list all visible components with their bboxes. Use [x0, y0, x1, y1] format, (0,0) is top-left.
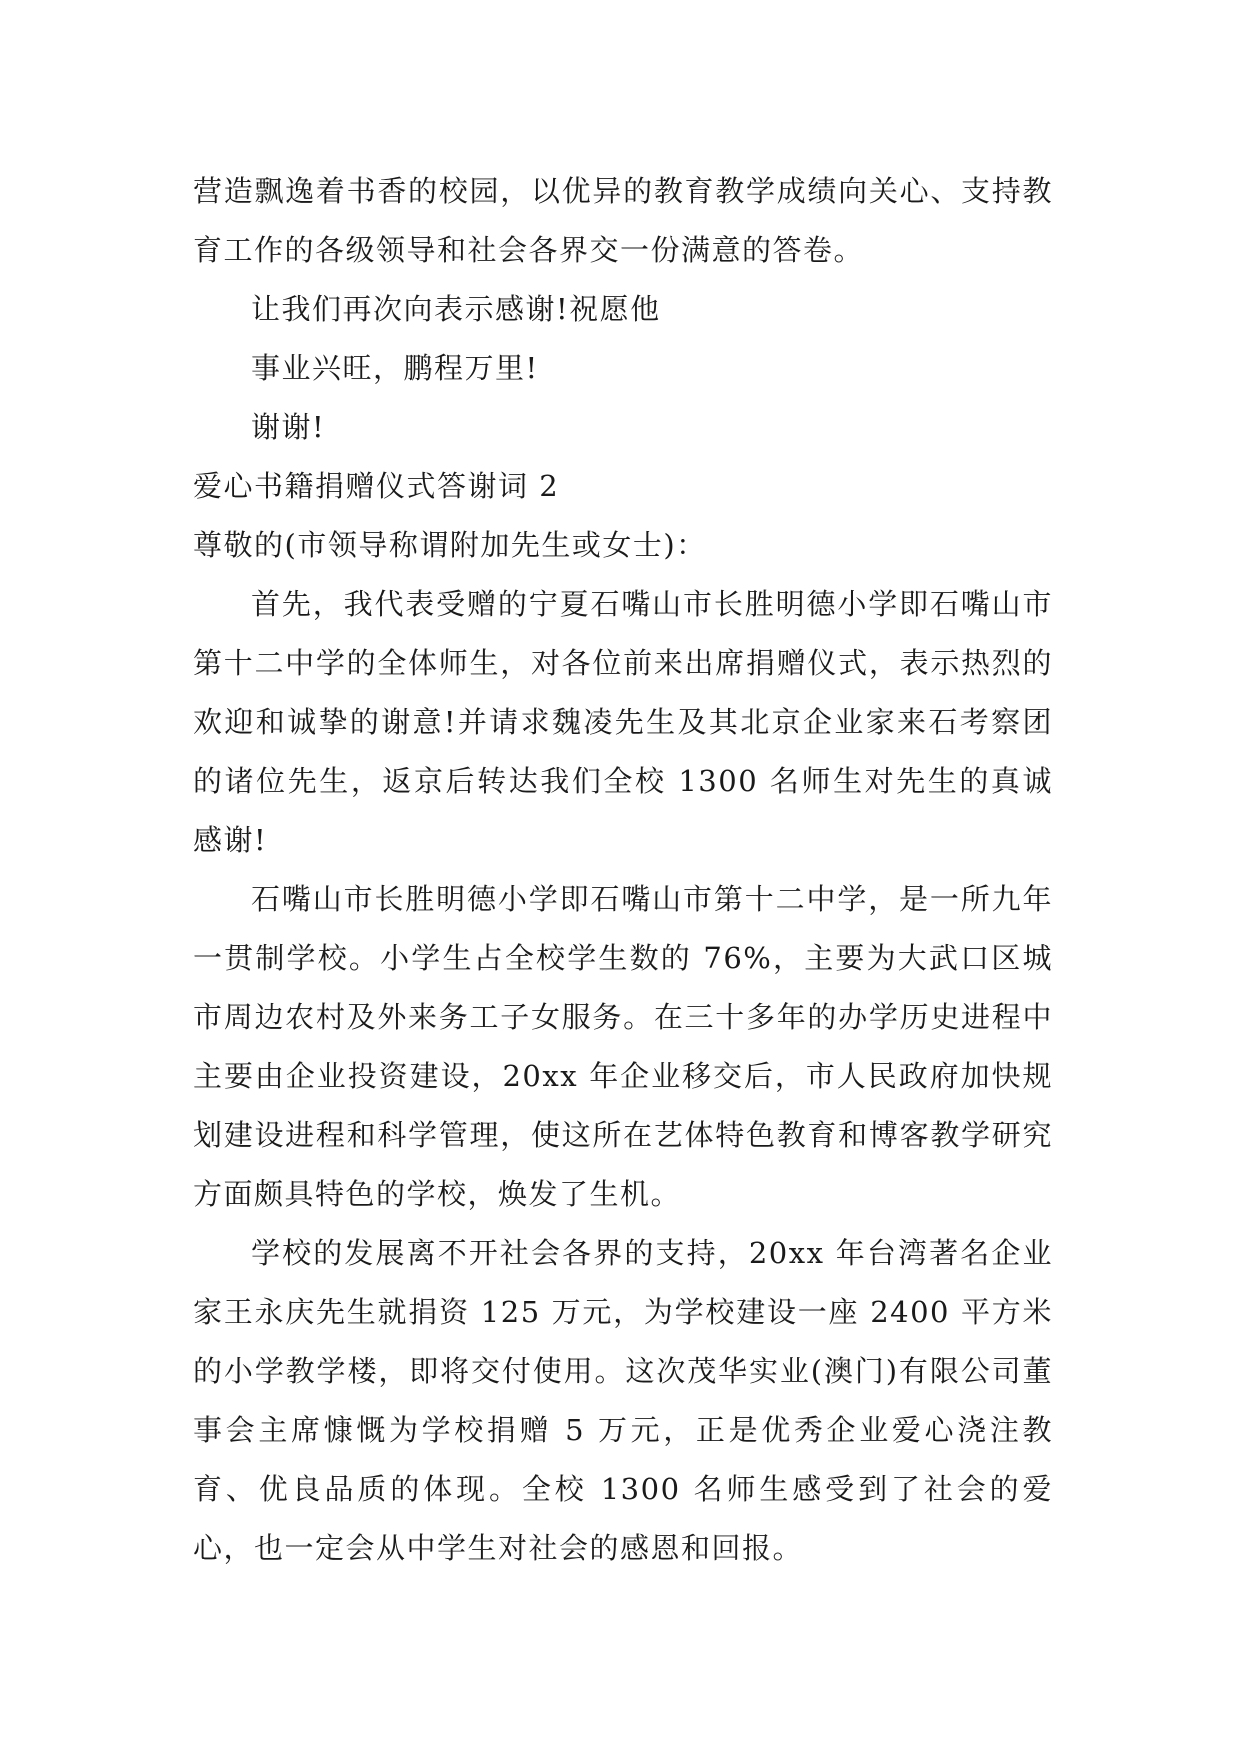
paragraph-continuation: 营造飘逸着书香的校园，以优异的教育教学成绩向关心、支持教育工作的各级领导和社会各界交一份满意的答卷。 [193, 174, 1053, 267]
paragraph-support: 学校的发展离不开社会各界的支持，20xx 年台湾著名企业家王永庆先生就捐资 125 万元，为学校建设一座 2400 平方米的小学教学楼，即将交付使用。这次茂华实业(澳门)有限公司董事会主席慷慨为学校捐赠 5 万元，正是优秀企业爱心浇注教育、优良品质的体现。全校 1300 名师生感受到了社会的爱心，也一定会从中学生对社会的感恩和回报。 [193, 1236, 1053, 1565]
paragraph-thanks-again: 让我们再次向表示感谢!祝愿他 [251, 292, 661, 326]
section-title: 爱心书籍捐赠仪式答谢词 2 [193, 469, 560, 503]
salutation: 尊敬的(市领导称谓附加先生或女士)： [193, 528, 707, 562]
paragraph-wishes: 事业兴旺，鹏程万里! [251, 351, 539, 385]
paragraph-thank-you: 谢谢! [251, 410, 326, 444]
paragraph-opening: 首先，我代表受赠的宁夏石嘴山市长胜明德小学即石嘴山市第十二中学的全体师生，对各位前来出席捐赠仪式，表示热烈的欢迎和诚挚的谢意!并请求魏凌先生及其北京企业家来石考察团的诸位先生，返京后转达我们全校 1300 名师生对先生的真诚感谢! [193, 587, 1053, 857]
document-page [193, 162, 1053, 1578]
paragraph-school-intro: 石嘴山市长胜明德小学即石嘴山市第十二中学，是一所九年一贯制学校。小学生占全校学生数的 76%，主要为大武口区城市周边农村及外来务工子女服务。在三十多年的办学历史进程中主要由企业投资建设，20xx 年企业移交后，市人民政府加快规划建设进程和科学管理，使这所在艺体特色教育和博客教学研究方面颇具特色的学校，焕发了生机。 [193, 882, 1053, 1211]
